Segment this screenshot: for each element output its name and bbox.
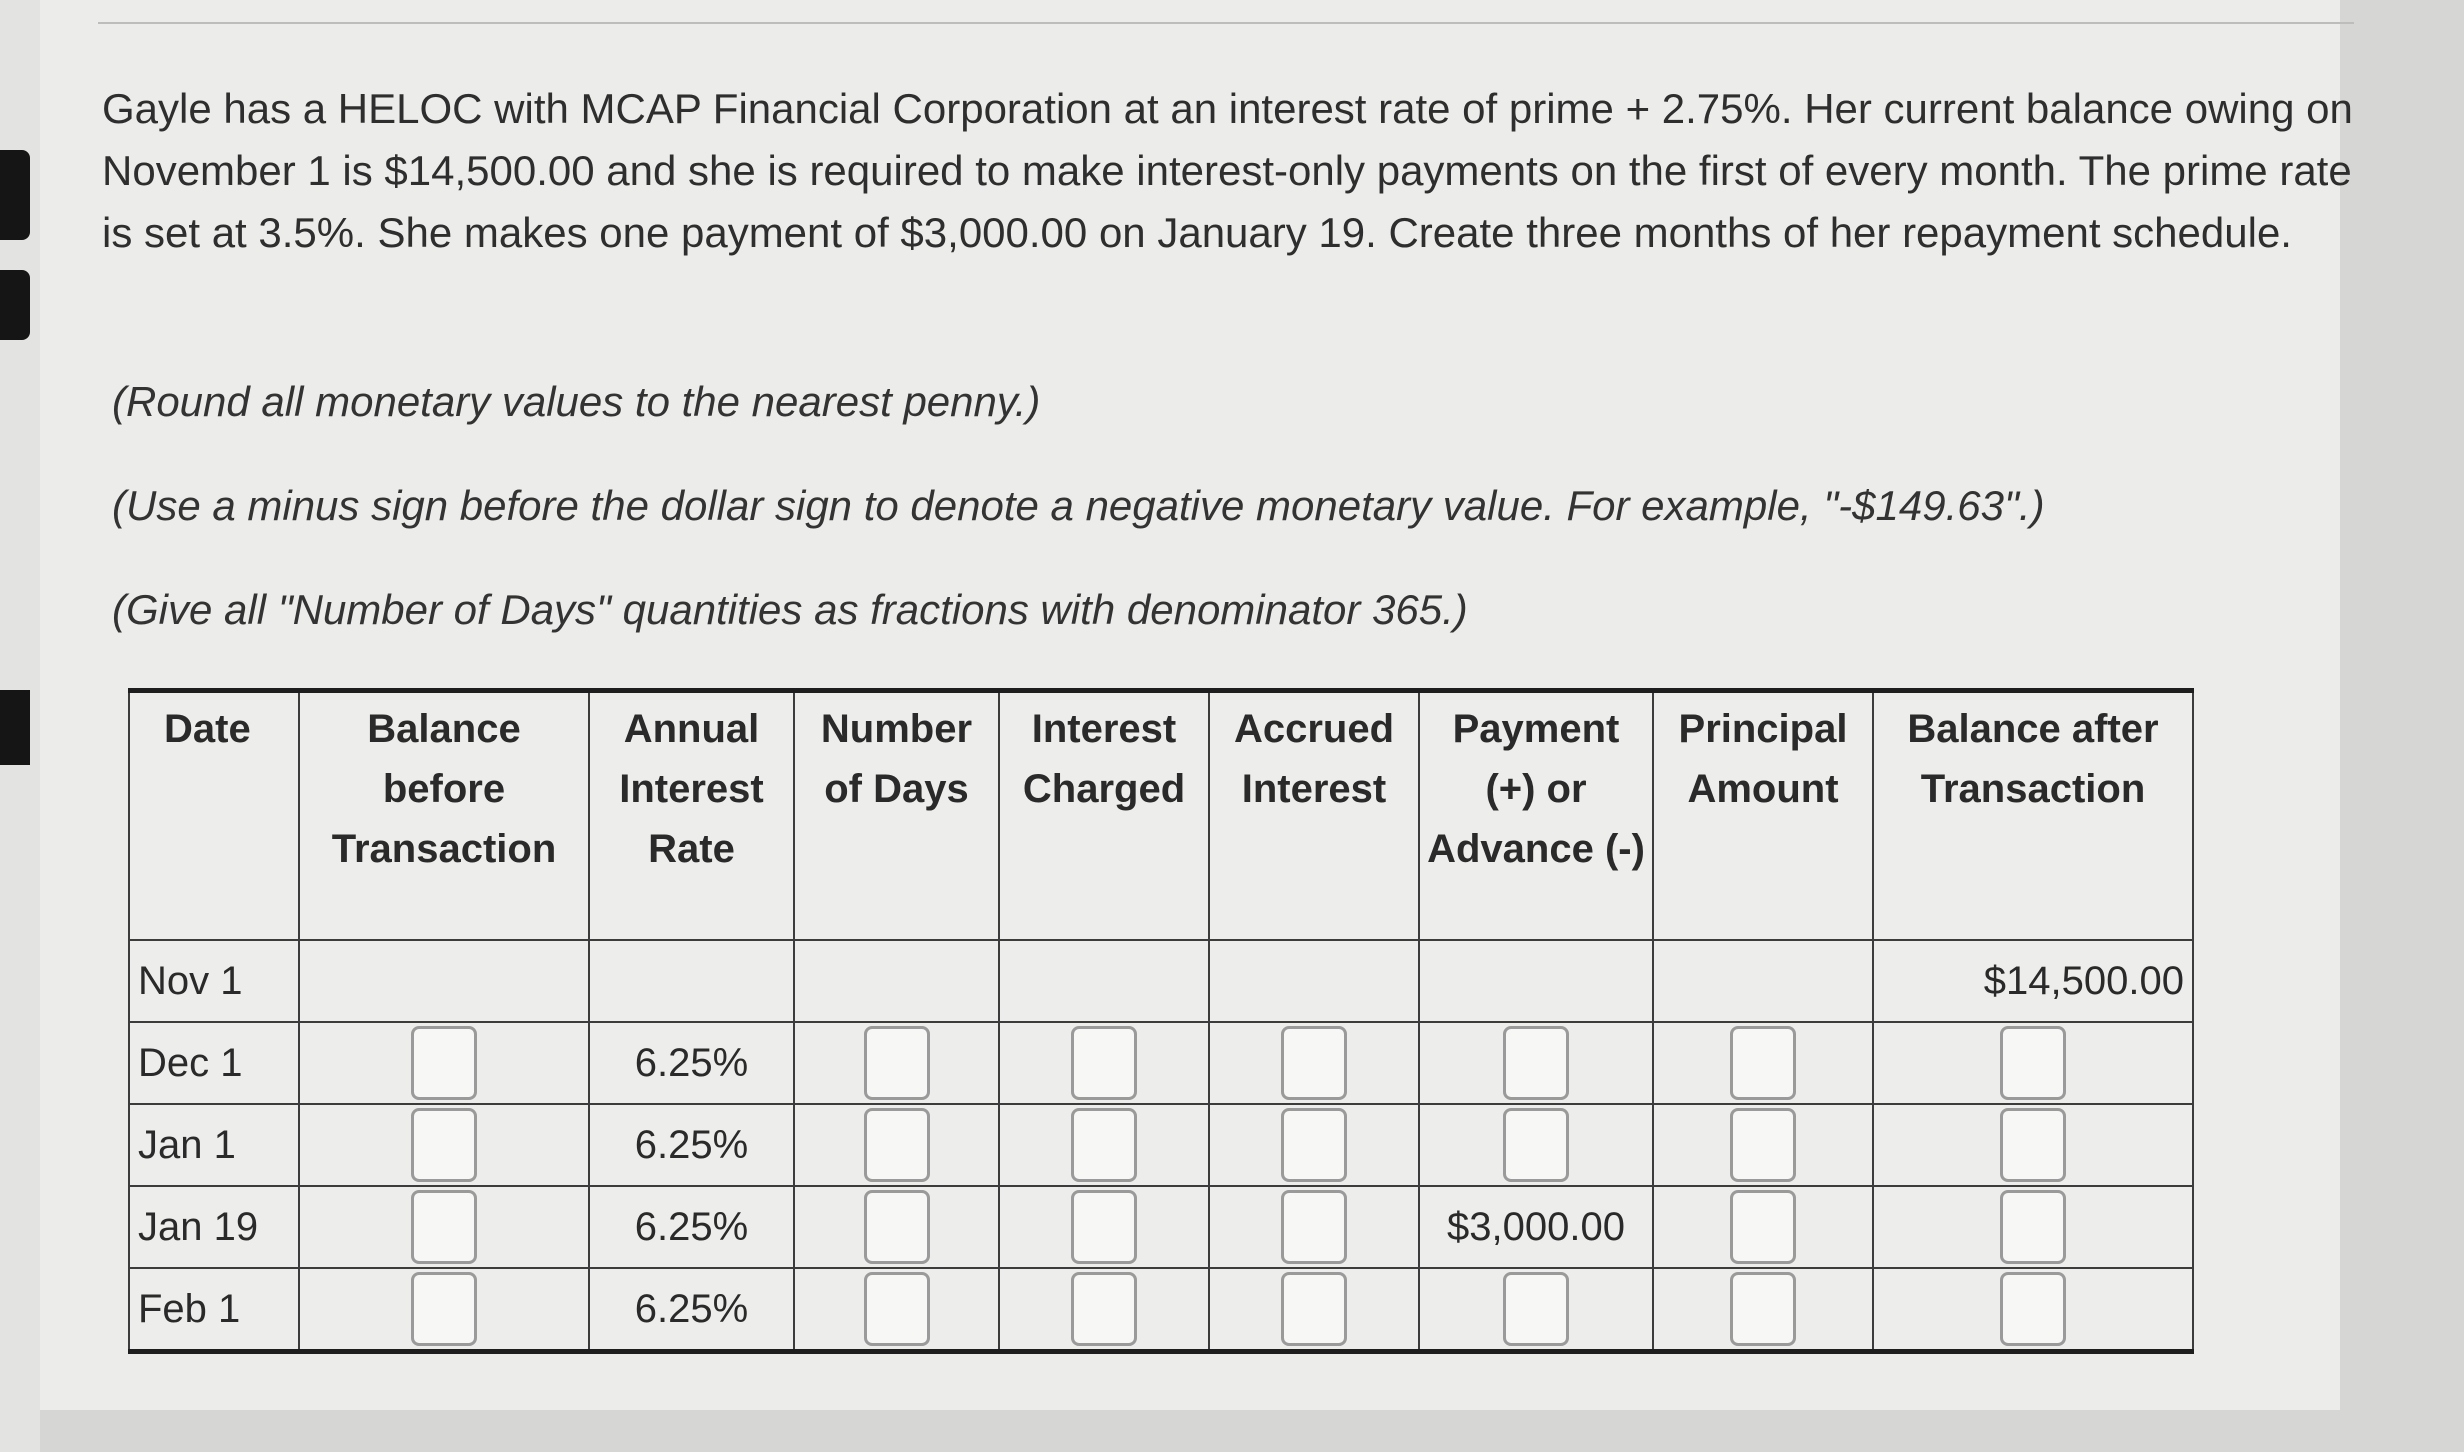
balance-after-input[interactable] — [2000, 1026, 2066, 1100]
accrued-interest-cell — [1209, 1022, 1419, 1104]
header-annual-interest-rate: Annual Interest Rate — [589, 691, 794, 941]
empty-cell — [794, 940, 999, 1022]
row-annual-rate: 6.25% — [589, 1022, 794, 1104]
principal-amount-input[interactable] — [1730, 1108, 1796, 1182]
table-row — [129, 1186, 2193, 1268]
number-of-days-input[interactable] — [864, 1272, 930, 1346]
principal-amount-cell — [1653, 1186, 1873, 1268]
principal-amount-cell — [1653, 1268, 1873, 1352]
header-payment-advance: Payment (+) or Advance (-) — [1419, 691, 1653, 941]
header-row — [129, 691, 2193, 941]
principal-amount-input[interactable] — [1730, 1190, 1796, 1264]
interest-charged-cell — [999, 1022, 1209, 1104]
payment-cell — [1419, 1022, 1653, 1104]
empty-cell — [299, 940, 589, 1022]
principal-amount-input[interactable] — [1730, 1272, 1796, 1346]
accrued-interest-input[interactable] — [1281, 1190, 1347, 1264]
accrued-interest-cell — [1209, 1104, 1419, 1186]
interest-charged-cell — [999, 1186, 1209, 1268]
row-date: Nov 1 — [129, 940, 299, 1022]
balance-after-input[interactable] — [2000, 1272, 2066, 1346]
number-of-days-cell — [794, 1022, 999, 1104]
row-balance-after: $14,500.00 — [1873, 940, 2193, 1022]
balance-before-cell — [299, 1268, 589, 1352]
table-row — [129, 1104, 2193, 1186]
empty-cell — [1209, 940, 1419, 1022]
balance-after-cell — [1873, 1186, 2193, 1268]
note-minus-sign: (Use a minus sign before the dollar sign to denote a negative monetary value. For example, "-$149.63".) — [112, 482, 2045, 529]
header-accrued-interest: Accrued Interest — [1209, 691, 1419, 941]
payment-input[interactable] — [1503, 1108, 1569, 1182]
accrued-interest-input[interactable] — [1281, 1272, 1347, 1346]
row-date: Jan 19 — [129, 1186, 299, 1268]
principal-amount-input[interactable] — [1730, 1026, 1796, 1100]
accrued-interest-cell — [1209, 1186, 1419, 1268]
balance-after-input[interactable] — [2000, 1190, 2066, 1264]
table-row — [129, 940, 2193, 1022]
row-annual-rate: 6.25% — [589, 1186, 794, 1268]
principal-amount-cell — [1653, 1104, 1873, 1186]
number-of-days-cell — [794, 1186, 999, 1268]
balance-after-cell — [1873, 1104, 2193, 1186]
row-payment — [1419, 940, 1653, 1022]
divider — [98, 22, 2354, 24]
row-annual-rate — [589, 940, 794, 1022]
header-interest-charged: Interest Charged — [999, 691, 1209, 941]
row-date: Jan 1 — [129, 1104, 299, 1186]
accrued-interest-cell — [1209, 1268, 1419, 1352]
interest-charged-input[interactable] — [1071, 1108, 1137, 1182]
balance-before-input[interactable] — [411, 1026, 477, 1100]
number-of-days-cell — [794, 1268, 999, 1352]
balance-before-cell — [299, 1022, 589, 1104]
header-balance-before: Balance before Transaction — [299, 691, 589, 941]
table-row — [129, 1022, 2193, 1104]
header-number-of-days: Number of Days — [794, 691, 999, 941]
payment-input[interactable] — [1503, 1272, 1569, 1346]
payment-cell — [1419, 1104, 1653, 1186]
left-edge — [0, 0, 40, 1452]
balance-before-cell — [299, 1104, 589, 1186]
interest-charged-input[interactable] — [1071, 1272, 1137, 1346]
balance-before-cell — [299, 1186, 589, 1268]
table-row — [129, 1268, 2193, 1352]
row-date: Dec 1 — [129, 1022, 299, 1104]
principal-amount-cell — [1653, 1022, 1873, 1104]
payment-input[interactable] — [1503, 1026, 1569, 1100]
interest-charged-cell — [999, 1104, 1209, 1186]
row-annual-rate: 6.25% — [589, 1104, 794, 1186]
note-number-of-days: (Give all "Number of Days" quantities as fractions with denominator 365.) — [112, 586, 1468, 633]
balance-after-cell — [1873, 1022, 2193, 1104]
question-text: Gayle has a HELOC with MCAP Financial Corporation at an interest rate of prime + 2.75%. Her current balance owing on November 1 is $14,500.00 and she is required to make interest-only payments on the first of every month. The prime rate is set at 3.5%. She makes one payment of $3,000.00 on January 19. Create three months of her repayment schedule. — [102, 85, 2353, 256]
payment-cell — [1419, 1268, 1653, 1352]
note-round: (Round all monetary values to the nearest penny.) — [112, 378, 1041, 425]
header-principal-amount: Principal Amount — [1653, 691, 1873, 941]
accrued-interest-input[interactable] — [1281, 1108, 1347, 1182]
interest-charged-cell — [999, 1268, 1209, 1352]
number-of-days-input[interactable] — [864, 1190, 930, 1264]
interest-charged-input[interactable] — [1071, 1190, 1137, 1264]
row-date: Feb 1 — [129, 1268, 299, 1352]
left-edge-marker — [0, 270, 30, 340]
accrued-interest-input[interactable] — [1281, 1026, 1347, 1100]
balance-after-cell — [1873, 1268, 2193, 1352]
header-date: Date — [129, 691, 299, 941]
number-of-days-cell — [794, 1104, 999, 1186]
balance-before-input[interactable] — [411, 1108, 477, 1182]
left-edge-marker — [0, 150, 30, 240]
row-payment: $3,000.00 — [1419, 1186, 1653, 1268]
balance-after-input[interactable] — [2000, 1108, 2066, 1182]
left-edge-marker — [0, 690, 30, 765]
interest-charged-input[interactable] — [1071, 1026, 1137, 1100]
repayment-schedule-table — [128, 688, 2194, 1354]
empty-cell — [1653, 940, 1873, 1022]
header-balance-after: Balance after Transaction — [1873, 691, 2193, 941]
balance-before-input[interactable] — [411, 1272, 477, 1346]
empty-cell — [999, 940, 1209, 1022]
number-of-days-input[interactable] — [864, 1026, 930, 1100]
number-of-days-input[interactable] — [864, 1108, 930, 1182]
row-annual-rate: 6.25% — [589, 1268, 794, 1352]
balance-before-input[interactable] — [411, 1190, 477, 1264]
